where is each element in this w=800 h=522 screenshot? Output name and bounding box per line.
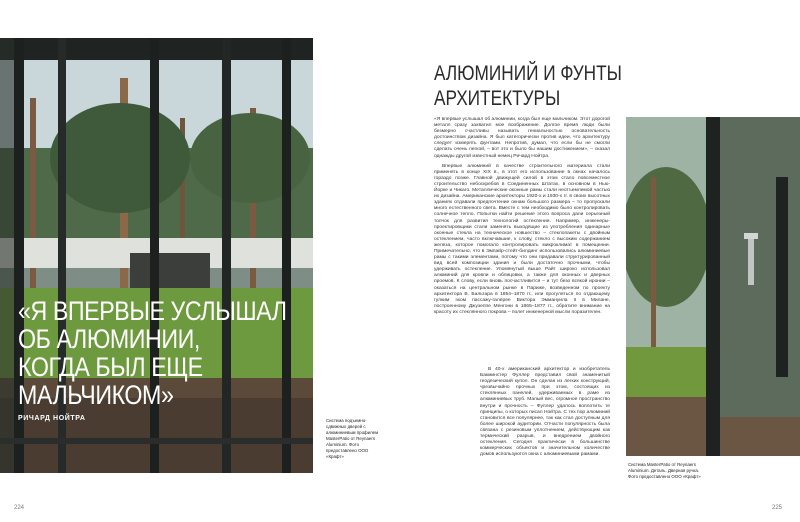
title-line-2: АРХИТЕКТУРЫ [434,87,561,110]
left-photo-glass-doors [0,38,313,473]
article-column-1 [434,117,610,320]
quote-line-4: МАЛЬЧИКОМ» [18,380,174,410]
left-photo-caption: Система подъемно-сдвижных дверей с алюминиевым профилем MasterPatio от Reynaers Aluminium. Фото предоставлено ООО «Крафт» [326,418,379,459]
door-detail-illustration [626,117,800,456]
quote-author: РИЧАРД НОЙТРА [18,415,86,422]
paragraph: В 40-х американский архитектор и изобретатель Бакминстер Фуллер представил свой знаменитый геодезический купол. Он сделан из легких конструкций, чрезвычайно прочных при этом, состоящих из стеклянных панелей, удерживаемых в раме из алюминиевых труб. Малый вес, огромное пространство внутри и прочность – Фуллер удалось воплотить те принципы, о которых писал Нойтра. С тех пор алюминий становится все популярнее, так как стал доступным для более широкой аудитории. Отчасти популярность была связана с резиновым уплотнением, действующим как термический разрыв, и внедрением двойного остекления. Сегодня практически в большинстве коммерческих объектов и значительном количестве домов используются окна с алюминиевыми рамами. [480,367,610,458]
quote-line-2: ОБ АЛЮМИНИИ, [18,324,200,354]
quote-line-1: «Я ВПЕРВЫЕ УСЛЫШАЛ [18,296,287,326]
pull-quote [18,297,313,422]
paragraph: Впервые алюминий в качестве строительного материала стали применять в конце XIX в., в этот его использование в окнах началось гораздо позже. Главной движущей силой в этом стало повсеместное строительство небоскребов в Соединенных Штатах, в основном в Нью-Йорке и Чикаго. Металлические оконные рамы стали неотъемлемой частью их дизайна. Американские архитекторы 1920-х и 1930-х гг. в своих высотных зданиях отдавали предпочтение окнам большого размера – то пропускали много естественного света. Вместе с тем необходимо было контролировать солнечное тепло. Попытки найти решение этого вопроса дали серьезный толчок для развития технологий остекления. Например, инженеры-проектировщики стали заменять выходящие из употребления одинарные оконные стекла на техническое новшество – стеклопакеты с двойным остеклением, часто включавшие, к слову, стекло с высоким содержанием железа, которое помогало контролировать микроклимат в помещении. Примечательно, что в Эмпайр-стейт-билдинг использовались алюминиевые рамы с такими элементами, потому что они придавали структурированный вид всей композиции здания и были достаточно прочными, чтобы удерживать остекление. Упомянутый выше Райт широко использовал алюминий для кровли и облицовки, а также для оконных и дверных проемов. К слову, если вновь посчастливится – и тут безо всякой иронии – оказаться на центральном рынке в Париже, возведенном по проекту архитектора В. Бальтара в 1854–1870 гг., или прогуляться по отдающему гулким эхом пассажу-галерее Виктора Эммануила II в Милане, построенному Джузеппе Менгони в 1865–1877 гг., обратите внимание на красоту их стеклянного покрова – полет инженерной мысли поразителен. [434,163,610,315]
page-number-right: 225 [772,505,783,511]
right-photo-caption: Система MasterPatio от Reynaers Aluminium. Деталь. Дверная ручка. Фото предоставлено ООО «Крафт» [628,462,701,479]
article-title [434,61,622,111]
page-number-left: 224 [14,505,25,511]
quote-line-3: КОГДА БЫЛ ЕЩЕ [18,352,203,382]
paragraph: «Я впервые услышал об алюминии, когда был еще мальчиком. Этот дорогой металл сразу захватил мое воображение. Долгое время люди были безмерно счастливы называть гениальностью основательность достоинством дизайна. Я был категорически против идеи, что архитектуру следует измерять фунтами. Непротив, думал, что если бы не смогли сделать очень легкой, – вот это и было бы нашим достижением», – сказал однажды другой известный немец Ричард Нойтра. [434,117,610,159]
right-photo-door-detail [626,117,800,456]
article-column-2 [480,367,610,462]
title-line-1: АЛЮМИНИЙ И ФУНТЫ [434,62,622,85]
